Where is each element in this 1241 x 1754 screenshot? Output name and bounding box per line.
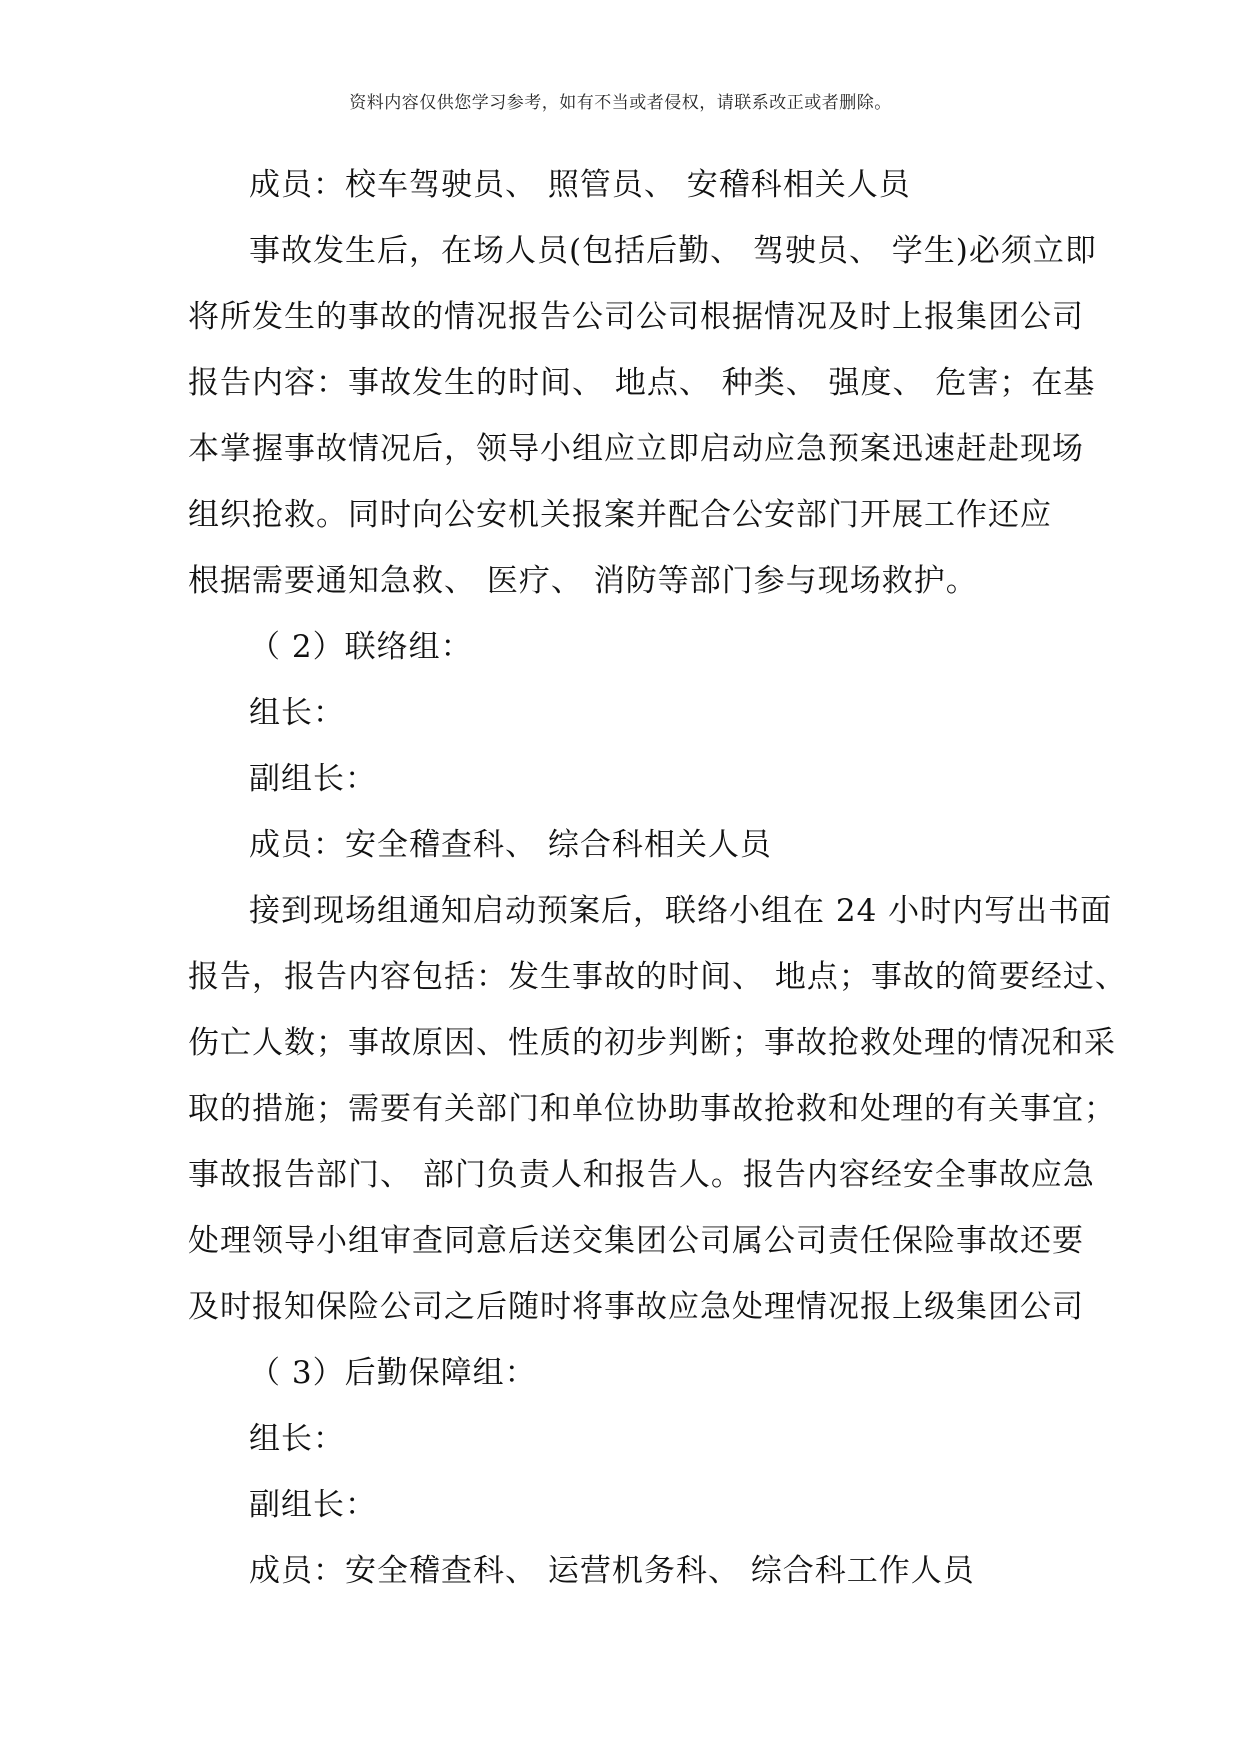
paragraph-line: 成员：校车驾驶员、 照管员、 安稽科相关人员 — [249, 167, 911, 203]
paragraph-line: 根据需要通知急救、 医疗、 消防等部门参与现场救护。 — [188, 563, 978, 599]
section-heading: （ 3）后勤保障组： — [249, 1355, 537, 1391]
paragraph-line: 报告内容：事故发生的时间、 地点、 种类、 强度、 危害；在基 — [188, 365, 1096, 401]
paragraph-line: 报告，报告内容包括：发生事故的时间、 地点；事故的简要经过、 — [188, 959, 1127, 995]
paragraph-line: 副组长： — [249, 761, 377, 797]
paragraph-line: 伤亡人数；事故原因、性质的初步判断；事故抢救处理的情况和采 — [188, 1025, 1116, 1061]
paragraph-line: 组织抢救。同时向公安机关报案并配合公安部门开展工作还应 — [188, 497, 1052, 533]
section-heading: （ 2）联络组： — [249, 629, 473, 665]
paragraph-line: 事故报告部门、 部门负责人和报告人。报告内容经安全事故应急 — [188, 1157, 1095, 1193]
document-body — [188, 152, 1127, 1604]
paragraph-line: 处理领导小组审查同意后送交集团公司属公司责任保险事故还要 — [188, 1223, 1084, 1259]
paragraph-line: 本掌握事故情况后，领导小组应立即启动应急预案迅速赶赴现场 — [188, 431, 1084, 467]
paragraph-line: 事故发生后，在场人员(包括后勤、 驾驶员、 学生)必须立即 — [249, 233, 1097, 269]
paragraph-line: 将所发生的事故的情况报告公司公司根据情况及时上报集团公司 — [188, 299, 1084, 335]
paragraph-line: 组长： — [249, 1421, 345, 1457]
paragraph-line: 成员：安全稽查科、 综合科相关人员 — [249, 827, 772, 863]
disclaimer-header: 资料内容仅供您学习参考，如有不当或者侵权，请联系改正或者删除。 — [349, 93, 892, 113]
paragraph-line: 及时报知保险公司之后随时将事故应急处理情况报上级集团公司 — [188, 1289, 1084, 1325]
paragraph-line: 成员：安全稽查科、 运营机务科、 综合科工作人员 — [249, 1553, 975, 1589]
paragraph-line: 接到现场组通知启动预案后，联络小组在 24 小时内写出书面 — [249, 893, 1113, 929]
paragraph-line: 副组长： — [249, 1487, 377, 1523]
paragraph-line: 组长： — [249, 695, 345, 731]
paragraph-line: 取的措施；需要有关部门和单位协助事故抢救和处理的有关事宜； — [188, 1091, 1116, 1127]
